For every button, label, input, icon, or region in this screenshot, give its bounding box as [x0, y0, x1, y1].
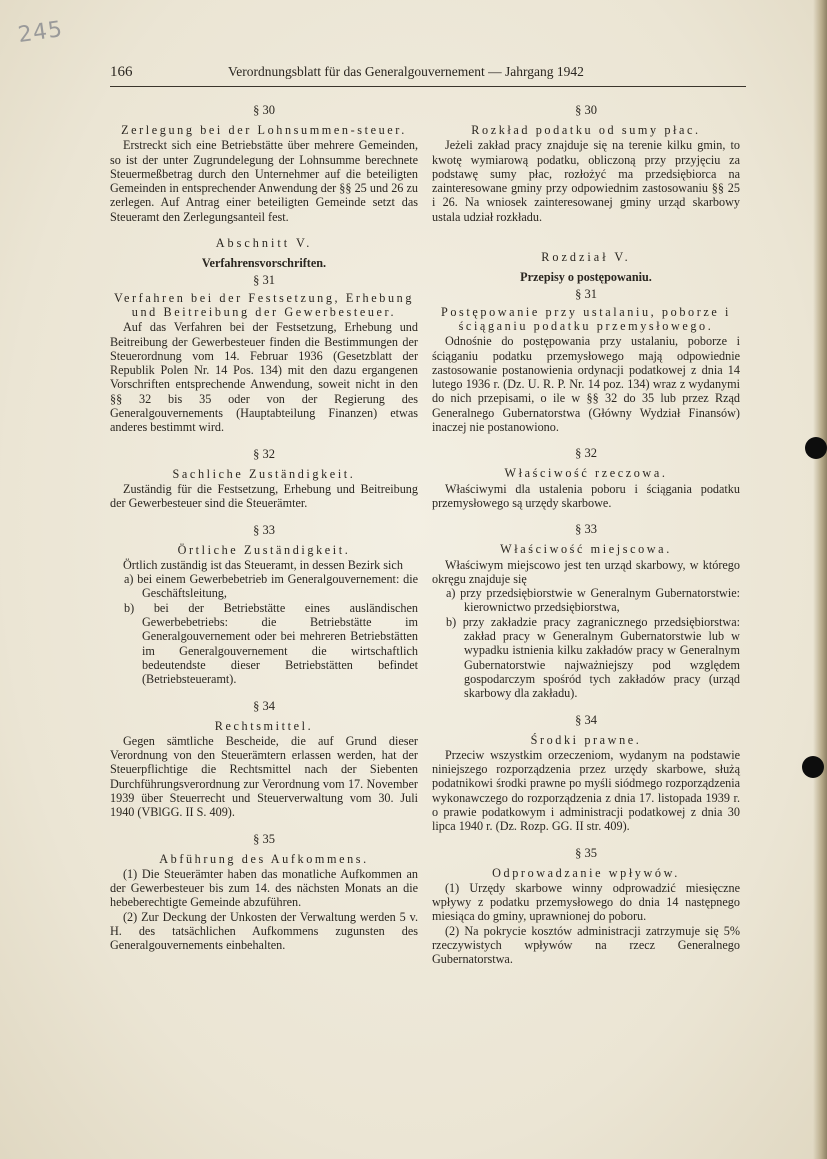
chapter-title: Verfahrensvorschriften. — [201, 256, 327, 271]
running-title: Verordnungsblatt für das Generalgouvernement — Jahrgang 1942 — [228, 64, 584, 79]
section-number: § 31 — [575, 286, 597, 301]
page-header — [110, 64, 810, 84]
section-title: Środki prawne. — [530, 732, 642, 747]
paragraph: (1) Urzędy skarbowe winny odprowadzić miesięczne wpływy z podatku przemysłowego do dnia 14 następnego miesiąca do gminy, uprawnionej do poboru. — [432, 880, 740, 924]
section-title: Sachliche Zuständigkeit. — [172, 466, 356, 481]
section-number: § 35 — [253, 831, 275, 846]
handwritten-number: 245 — [16, 16, 65, 49]
paragraph: Auf das Verfahren bei der Festsetzung, Erhebung und Beitreibung der Gewerbesteuer finden die Bestimmungen der Steuerordnung vom 14. Februar 1936 (Gesetzblatt der Republik Polen Nr. 14 Pos. 134) mit den dazu ergangenen Vorschriften entsprechende Anwendung, soweit nicht in den §§ 32 bis 35 oder von der Regierung des Generalgouvernements (Hauptabteilung Finanzen) etwas anderes bestimmt wird. — [110, 320, 418, 435]
section-title: Örtliche Zuständigkeit. — [177, 542, 351, 557]
paragraph: Jeżeli zakład pracy znajduje się na terenie kilku gmin, to kwotę wymiarową podatku, obliczoną przy przyjęciu za podstawę sumy płac, rozłożyć ma przedsiębiorca na zainteresowane gminy przy odpowiednim zastosowaniu §§ 25 i 26. Na wniosek zainteresowanej gminy urząd skarbowy ustala udział rozkładu. — [432, 138, 740, 224]
paragraph: (2) Na pokrycie kosztów administracji zatrzymuje się 5% rzeczywistych wpływów na rzecz Generalnego Gubernatorstwa. — [432, 923, 740, 967]
section-number: § 30 — [575, 103, 597, 117]
list-item: a) przy przedsiębiorstwie w Generalnym Gubernatorstwie: kierownictwo przedsiębiorstwa, — [446, 586, 740, 615]
polish-column — [432, 103, 740, 967]
paper-edge — [813, 0, 827, 1159]
punch-hole-bottom — [802, 756, 824, 778]
paragraph: Erstreckt sich eine Betriebstätte über mehrere Gemeinden, so ist der unter Zugrundelegung der Lohnsumme berechnete Steuermeßbetrag durch den Unternehmer auf die beteiligten Gemeinden in entsprechender Anwendung der §§ 25 und 26 zu zerlegen. Auf Antrag einer beteiligten Gemeinde setzt das Steueramt den Zerlegungsanteil fest. — [110, 138, 418, 224]
section-number: § 35 — [575, 845, 597, 860]
section-title: Zerlegung bei der Lohnsummen-steuer. — [121, 123, 407, 137]
paragraph: (2) Zur Deckung der Unkosten der Verwaltung werden 5 v. H. des tatsächlichen Aufkommens zugunsten des Generalgouvernements einbehalten. — [110, 909, 418, 953]
paragraph: Przeciw wszystkim orzeczeniom, wydanym na podstawie niniejszego rozporządzenia przez urzędy skarbowe, służą podatnikowi środki prawne po myśli siódmego rozporządzenia wykonawczego do rozporządzenia z dnia 17. listopada 1939 r. o prawie podatkowym i administracji podatkowej z dnia 30 lipca 1940 r. (Dz. Rozp. GG. II str. 409). — [432, 747, 740, 834]
section-title: Rozkład podatku od sumy płac. — [471, 123, 701, 137]
paragraph: Odnośnie do postępowania przy ustalaniu, poborze i ściąganiu podatku przemysłowego mają odpowiednie zastosowanie postanowienia ordynacji podatkowej z dnia 14 lutego 1936 r. (Dz. U. R. P. Nr. 14 poz. 134) wraz z wydanymi do nich przepisami, o ile w §§ 32 do 35 lub przez Rząd Generalnego Gubernatorstwa (Główny Wydział Finansów) inaczej nie postanowiono. — [432, 334, 740, 435]
list-item: b) przy zakładzie pracy zagranicznego przedsiębiorstwa: zakład pracy w Generalnym Gubernatorstwie lub w wypadku istnienia kilku zakładów pracy w Generalnym Gubernatorstwie najważniejszy pod względem gospodarczym spośród tych zakładów pracy (urząd skarbowy dla zakładu). — [446, 614, 740, 701]
section-title: Verfahren bei der Festsetzung, Erhebung und Beitreibung der Gewerbesteuer. — [113, 290, 415, 319]
chapter-title: Przepisy o postępowaniu. — [520, 270, 652, 285]
list-item: b) bei der Betriebstätte eines ausländischen Gewerbebetriebs: die Betriebstätte im Generalgouvernement oder bei mehreren Betriebstätten im Generalgouvernement die wirtschaftlich bedeutendste dieser Betriebstätten befindet (Betriebsteueramt). — [124, 600, 418, 687]
chapter-heading: Abschnitt V. — [215, 236, 313, 251]
paragraph: Örtlich zuständig ist das Steueramt, in dessen Bezirk sich — [123, 557, 403, 572]
section-number: § 32 — [253, 446, 275, 461]
section-number: § 32 — [575, 446, 597, 461]
paragraph: Zuständig für die Festsetzung, Erhebung und Beitreibung der Gewerbesteuer sind die Steuerämter. — [110, 481, 418, 511]
paragraph: Gegen sämtliche Bescheide, die auf Grund dieser Verordnung von den Steuerämtern erlassen werden, hat der Steuerpflichtige die Rechtsmittel nach der Siebenten Durchführungsverordnung zur Verordnung vom 17. November 1939 über Steuerrecht und Steuerverwaltung vom 30. Juli 1940 (VBlGG. II S. 409). — [110, 733, 418, 820]
section-number: § 30 — [253, 103, 275, 117]
section-number: § 34 — [253, 698, 275, 713]
section-number: § 34 — [575, 712, 597, 727]
paragraph: Właściwymi dla ustalenia poboru i ściągania podatku przemysłowego są urzędy skarbowe. — [432, 481, 740, 510]
header-rule — [110, 86, 746, 87]
german-column — [110, 103, 418, 953]
section-title: Postępowanie przy ustalaniu, poborze i ściąganiu podatku przemysłowego. — [440, 304, 732, 333]
section-title: Odprowadzanie wpływów. — [492, 865, 680, 880]
section-title: Właściwość rzeczowa. — [504, 466, 668, 481]
page-number: 166 — [110, 64, 133, 80]
punch-hole-top — [805, 437, 827, 459]
section-title: Właściwość miejscowa. — [500, 542, 672, 557]
section-title: Rechtsmittel. — [214, 718, 314, 733]
paragraph: (1) Die Steuerämter haben das monatliche Aufkommen an der Gewerbesteuer bis zum 14. des nächsten Monats an die hebeberechtigte Gemeinde abzuführen. — [110, 866, 418, 910]
paragraph: Właściwym miejscowo jest ten urząd skarbowy, w którego okręgu znajduje się — [432, 557, 740, 586]
list-item: a) bei einem Gewerbebetrieb im Generalgouvernement: die Geschäftsleitung, — [124, 572, 418, 601]
chapter-heading: Rozdział V. — [541, 250, 631, 265]
section-number: § 33 — [253, 522, 275, 537]
section-number: § 31 — [253, 272, 275, 287]
section-number: § 33 — [575, 522, 597, 537]
section-title: Abführung des Aufkommens. — [159, 851, 369, 866]
